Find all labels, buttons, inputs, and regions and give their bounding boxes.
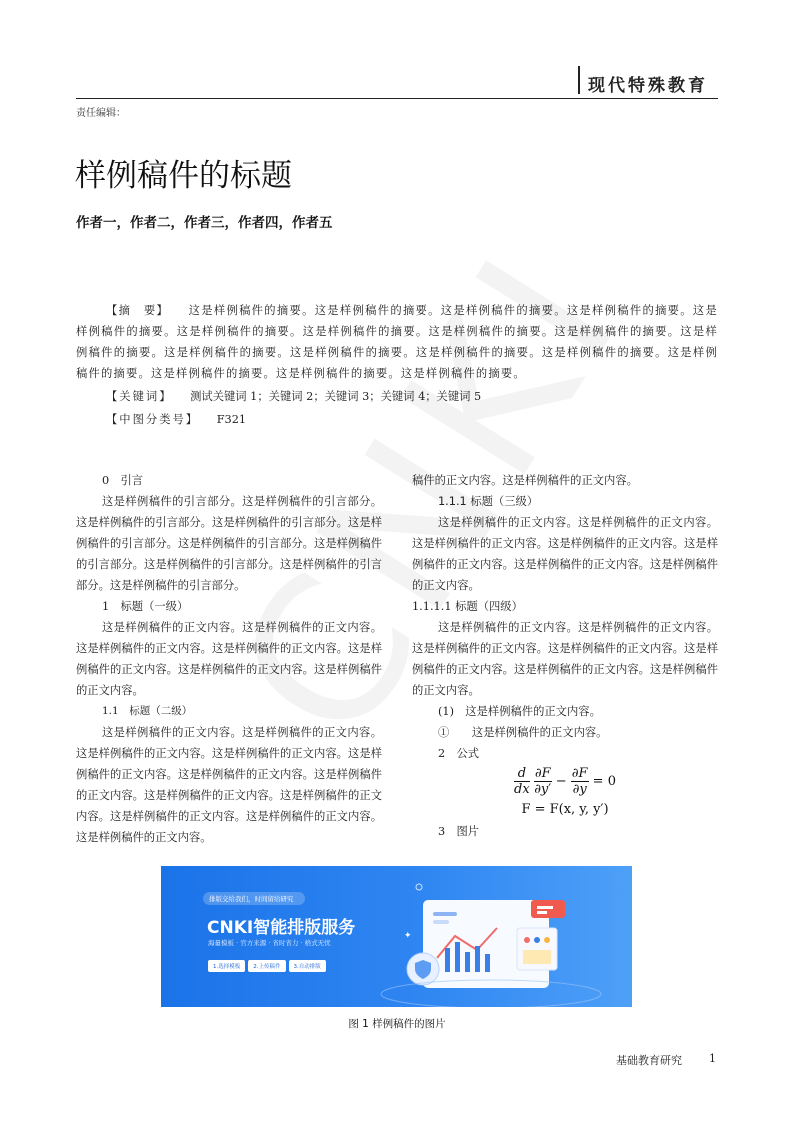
formula-1: $\frac{d}{dx}$ $\frac{\partial F}{\partial y'}$ − $\frac{\partial F}{\partial y}$ = 0 xyxy=(514,766,616,797)
abstract-text: 这是样例稿件的摘要。这是样例稿件的摘要。这是样例稿件的摘要。这是样例稿件的摘要。这是样例稿件的摘要。这是样例稿件的摘要。这是样例稿件的摘要。这是样例稿件的摘要。这是样例稿件的摘要。这是样例稿件的摘要。这是样例稿件的摘要。这是样例稿件的摘要。这是样例稿件的摘要。这是样例稿件的摘要。这是样例稿件的摘要。这是样例稿件的摘要。这是样例稿件的摘要。这是样例稿件的摘要。 xyxy=(76,304,718,380)
svg-text:✦: ✦ xyxy=(404,931,412,941)
heading-level-1: 1 标题（一级） xyxy=(102,600,189,613)
abstract xyxy=(76,300,718,384)
banner-pill-text: 排版交给我们，时间留给研究 xyxy=(209,895,294,903)
banner-step: 3.自动排版 xyxy=(289,960,326,972)
page-number: 1 xyxy=(709,1052,716,1065)
intro-paragraph: 这是样例稿件的引言部分。这是样例稿件的引言部分。这是样例稿件的引言部分。这是样例稿件的引言部分。这是样例稿件的引言部分。这是样例稿件的引言部分。这是样例稿件的引言部分。这是样例稿件的引言部分。这是样例稿件的引言部分。这是样例稿件的引言部分。 xyxy=(76,495,382,592)
list-item-1: (1) 这是样例稿件的正文内容。 xyxy=(438,705,601,718)
header-rule xyxy=(76,98,718,99)
level-2-paragraph: 这是样例稿件的正文内容。这是样例稿件的正文内容。这是样例稿件的正文内容。这是样例稿件的正文内容。这是样例稿件的正文内容。这是样例稿件的正文内容。这是样例稿件的正文内容。这是样例稿件的正文内容。这是样例稿件的正文内容。这是样例稿件的正文内容。这是样例稿件的正文内容。这是样例稿件的正文内容。 xyxy=(76,726,382,844)
keywords-line xyxy=(106,386,481,407)
level-3-paragraph: 这是样例稿件的正文内容。这是样例稿件的正文内容。这是样例稿件的正文内容。这是样例稿件的正文内容。这是样例稿件的正文内容。这是样例稿件的正文内容。这是样例稿件的正文内容。 xyxy=(412,516,718,592)
banner-subtitle: 海量模板 · 官方来源 · 省时省力 · 格式无忧 xyxy=(208,939,331,947)
left-column xyxy=(76,470,382,848)
article-authors: 作者一，作者二，作者三，作者四，作者五 xyxy=(76,215,333,231)
right-column xyxy=(412,470,718,842)
intro-heading: 0 引言 xyxy=(102,474,144,487)
heading-level-2: 1.1 标题（二级） xyxy=(102,705,193,717)
list-item-2: ① 这是样例稿件的正文内容。 xyxy=(438,726,608,739)
level-1-paragraph: 这是样例稿件的正文内容。这是样例稿件的正文内容。这是样例稿件的正文内容。这是样例稿件的正文内容。这是样例稿件的正文内容。这是样例稿件的正文内容。这是样例稿件的正文内容。 xyxy=(76,621,382,697)
banner-steps xyxy=(208,960,326,972)
formula-2: F = F(x, y, y′) xyxy=(521,802,609,817)
keywords-label: 【关键词】 xyxy=(106,390,173,403)
journal-name: 现代特殊教育 xyxy=(588,76,708,96)
keywords-text: 测试关键词 1；关键词 2；关键词 3；关键词 4；关键词 5 xyxy=(190,390,482,403)
banner-title: CNKI智能排版服务 xyxy=(207,918,356,938)
classification-label: 【中图分类号】 xyxy=(106,413,200,426)
figure-heading: 3 图片 xyxy=(438,825,480,838)
heading-level-3: 1.1.1 标题（三级） xyxy=(438,495,539,508)
classification-value: F321 xyxy=(216,413,247,426)
figure-banner-image xyxy=(161,866,632,1007)
heading-level-4: 1.1.1.1 标题（四级） xyxy=(412,600,523,613)
article-title: 样例稿件的标题 xyxy=(75,158,292,194)
continued-paragraph: 稿件的正文内容。这是样例稿件的正文内容。 xyxy=(412,474,638,487)
figure-caption: 图 1 样例稿件的图片 xyxy=(348,1018,446,1030)
banner-step: 2.上传稿件 xyxy=(248,960,285,972)
classification-line xyxy=(106,409,246,430)
banner-step: 1.选择模板 xyxy=(208,960,245,972)
formula-heading: 2 公式 xyxy=(438,747,480,760)
footer-journal: 基础教育研究 xyxy=(616,1054,682,1067)
abstract-label: 【摘 要】 xyxy=(106,304,170,317)
level-4-paragraph: 这是样例稿件的正文内容。这是样例稿件的正文内容。这是样例稿件的正文内容。这是样例稿件的正文内容。这是样例稿件的正文内容。这是样例稿件的正文内容。这是样例稿件的正文内容。 xyxy=(412,621,718,697)
responsible-editor: 责任编辑： xyxy=(76,108,126,119)
